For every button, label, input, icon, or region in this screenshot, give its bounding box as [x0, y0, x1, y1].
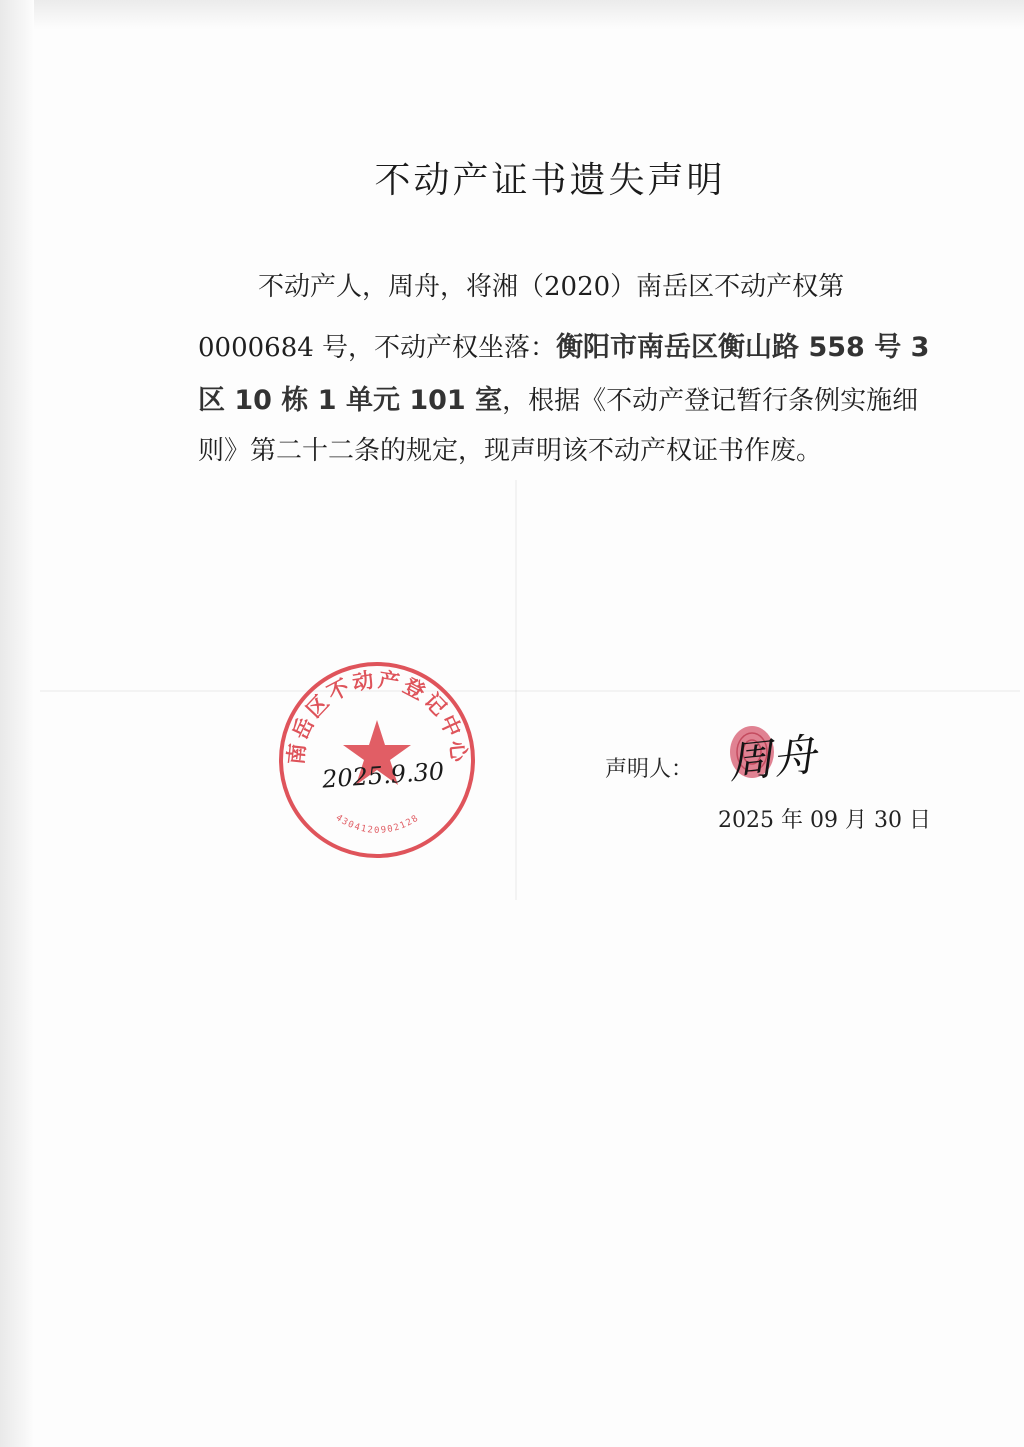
- declarant-signature: [720, 712, 830, 802]
- svg-text:4304120902128: 4304120902128: [333, 813, 422, 836]
- paragraph-text: 不动产人，周舟，将湘（2020）南岳区不动产权第: [258, 272, 845, 302]
- seal-handwritten-date: [318, 755, 458, 795]
- property-address: 衡阳市南岳区衡山路 558 号 3: [556, 332, 930, 363]
- scan-top-edge: [0, 0, 1024, 30]
- paragraph-line-4: [198, 430, 822, 467]
- svg-text:南岳区不动产登记中心: 南岳区不动产登记中心: [283, 667, 472, 766]
- property-address-unit: 区 10 栋 1 单元 101 室: [198, 385, 503, 416]
- paragraph-text: ，根据《不动产登记暂行条例实施细: [502, 386, 919, 416]
- scan-left-edge: [0, 0, 34, 1447]
- svg-text:2025.9.30: 2025.9.30: [321, 757, 445, 794]
- paper-crease: [515, 480, 517, 900]
- paragraph-text: 则》第二十二条的规定，现声明该不动产权证书作废。: [198, 436, 823, 466]
- paragraph-line-2: [198, 325, 929, 364]
- declaration-date: 2025 年 09 月 30 日: [718, 808, 931, 833]
- svg-text:周舟: 周舟: [725, 729, 819, 790]
- paragraph-line-1: [258, 266, 844, 303]
- paper-crease: [40, 690, 1020, 692]
- document-title: 不动产证书遗失声明: [374, 160, 726, 201]
- paragraph-text: 0000684 号，不动产权坐落：: [198, 333, 557, 363]
- declarant-label: 声明人：: [605, 757, 694, 782]
- paragraph-line-3: [198, 378, 918, 417]
